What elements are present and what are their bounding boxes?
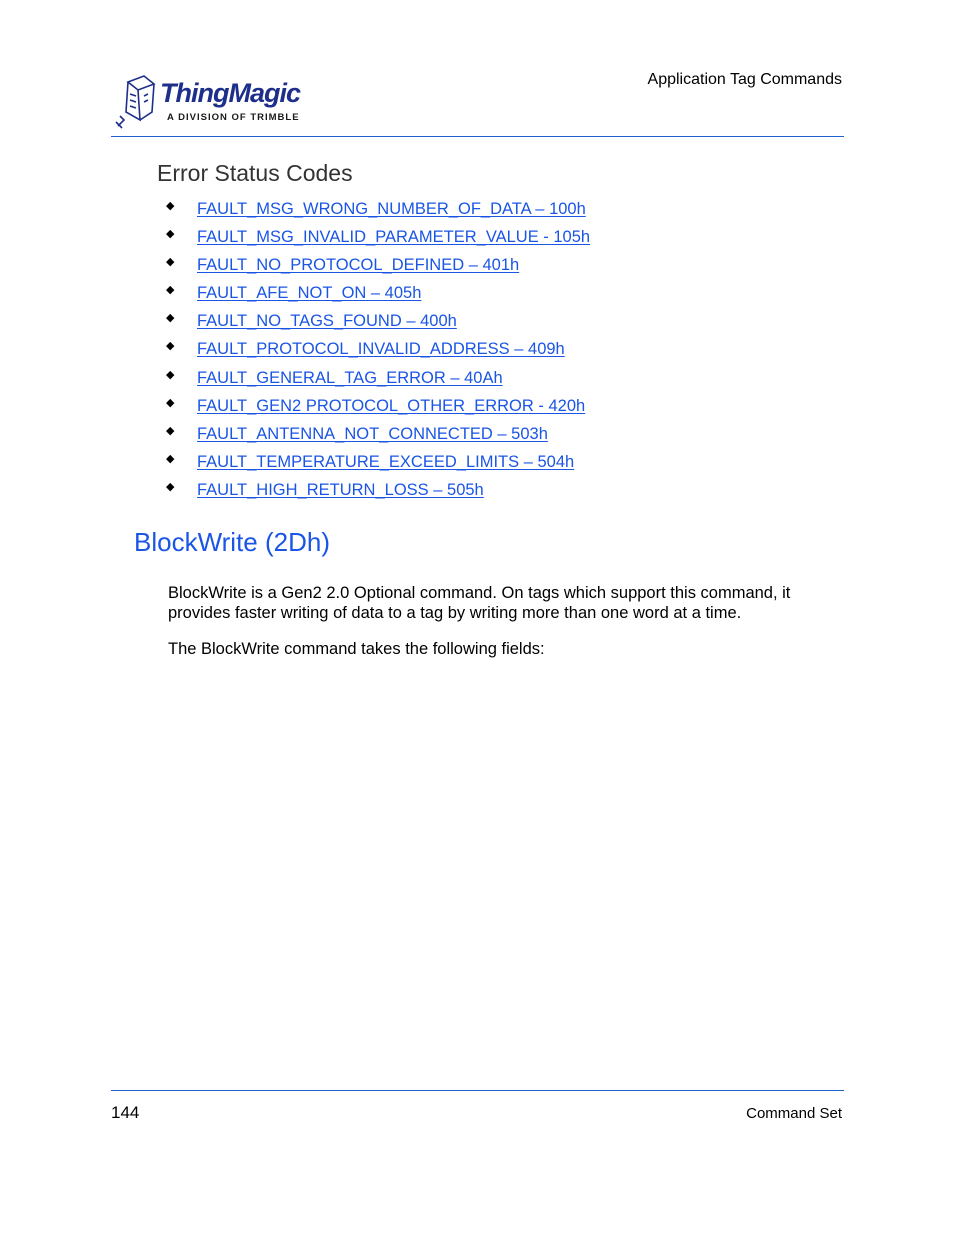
error-code-link[interactable]: FAULT_AFE_NOT_ON – 405h bbox=[197, 284, 422, 303]
logo-tagline: A DIVISION OF TRIMBLE bbox=[167, 112, 300, 123]
header-rule bbox=[111, 136, 844, 137]
diamond-bullet-icon: ◆ bbox=[166, 368, 175, 381]
blockwrite-description: BlockWrite is a Gen2 2.0 Optional command. On tags which support this command, it provides faster writing of data to a tag by writing more than one word at a time. bbox=[168, 584, 791, 622]
blockwrite-fields-intro: The BlockWrite command takes the following fields: bbox=[168, 640, 545, 658]
error-code-link[interactable]: FAULT_MSG_WRONG_NUMBER_OF_DATA – 100h bbox=[197, 200, 586, 218]
error-code-link[interactable]: FAULT_ANTENNA_NOT_CONNECTED – 503h bbox=[197, 424, 548, 443]
diamond-bullet-icon: ◆ bbox=[166, 340, 175, 353]
error-code-link[interactable]: FAULT_HIGH_RETURN_LOSS – 505h bbox=[197, 480, 484, 499]
error-code-link[interactable]: FAULT_NO_PROTOCOL_DEFINED – 401h bbox=[197, 256, 520, 275]
error-code-link[interactable]: FAULT_MSG_INVALID_PARAMETER_VALUE - 105h bbox=[197, 228, 591, 247]
running-header: Application Tag Commands bbox=[647, 71, 842, 88]
error-code-link[interactable]: FAULT_GENERAL_TAG_ERROR – 40Ah bbox=[197, 368, 503, 387]
error-code-link[interactable]: FAULT_PROTOCOL_INVALID_ADDRESS – 409h bbox=[197, 340, 565, 359]
logo-mark-icon bbox=[114, 72, 162, 132]
diamond-bullet-icon: ◆ bbox=[166, 452, 175, 465]
diamond-bullet-icon: ◆ bbox=[166, 396, 175, 409]
error-code-link[interactable]: FAULT_NO_TAGS_FOUND – 400h bbox=[197, 312, 457, 331]
blockwrite-heading: BlockWrite (2Dh) bbox=[134, 527, 331, 557]
diamond-bullet-icon: ◆ bbox=[166, 284, 175, 297]
diamond-bullet-icon: ◆ bbox=[166, 256, 175, 269]
logo-brand: ThingMagic bbox=[160, 78, 300, 108]
diamond-bullet-icon: ◆ bbox=[166, 312, 175, 325]
error-code-link[interactable]: FAULT_TEMPERATURE_EXCEED_LIMITS – 504h bbox=[197, 452, 575, 471]
footer-rule bbox=[111, 1090, 844, 1091]
diamond-bullet-icon: ◆ bbox=[166, 200, 175, 212]
error-code-link[interactable]: FAULT_GEN2 PROTOCOL_OTHER_ERROR - 420h bbox=[197, 396, 586, 415]
thingmagic-logo bbox=[114, 72, 314, 132]
error-status-codes-title: Error Status Codes bbox=[157, 160, 353, 186]
diamond-bullet-icon: ◆ bbox=[166, 480, 175, 493]
diamond-bullet-icon: ◆ bbox=[166, 424, 175, 437]
page-number: 144 bbox=[111, 1103, 140, 1122]
running-footer: Command Set bbox=[746, 1105, 842, 1122]
diamond-bullet-icon: ◆ bbox=[166, 228, 175, 241]
